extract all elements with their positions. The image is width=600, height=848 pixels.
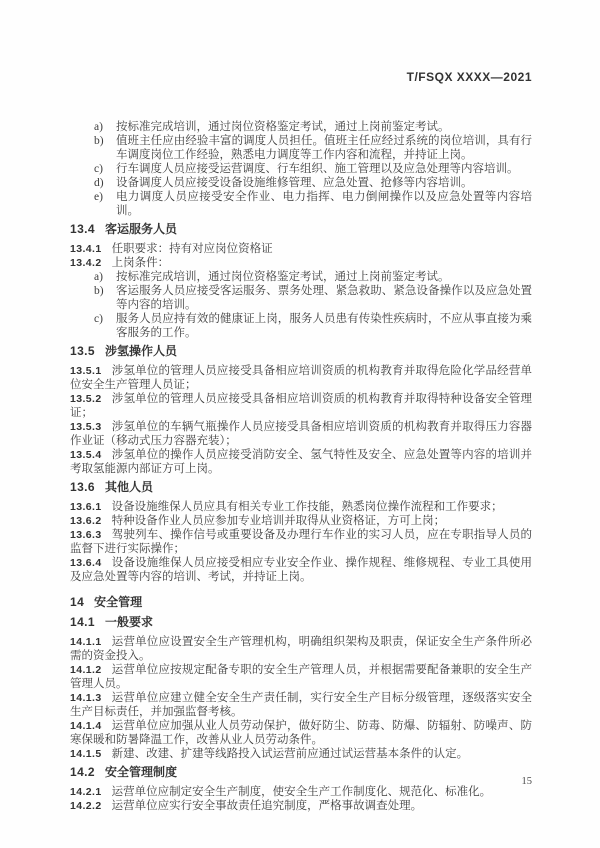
clause-number: 14.2.1 (70, 786, 102, 798)
clause-text: 任职要求：持有对应岗位资格证 (111, 243, 273, 255)
clause-number: 13.6.1 (70, 501, 102, 513)
clause-number: 14.2.2 (70, 800, 102, 812)
clause-text: 涉氢单位的管理人员应接受具备相应培训资质的机构教育并取得特种设备安全管理证； (70, 393, 532, 419)
clause-text: 运营单位应加强从业人员劳动保护，做好防尘、防毒、防爆、防辐射、防噪声、防寒保暖和防暑降温工作，改善从业人员劳动条件。 (70, 720, 532, 746)
clause-text: 运营单位应建立健全安全生产责任制，实行安全生产目标分级管理，逐级落实安全生产目标责任，并加强监督考核。 (70, 692, 532, 718)
clause-text: 运营单位应实行安全事故责任追究制度，严格事故调查处理。 (111, 800, 423, 812)
clause-14-1-4 (70, 719, 532, 747)
list-item (70, 190, 532, 218)
list-item-text: 客运服务人员应接受客运服务、票务处理、紧急救助、紧急设备操作以及应急处置等内容的培训。 (116, 285, 532, 311)
list-item-text: 行车调度人员应接受运营调度、行车组织、施工管理以及应急处理等内容培训。 (116, 163, 519, 175)
chapter-heading-14 (70, 595, 532, 609)
clause-number: 13.5.3 (70, 421, 102, 433)
clause-number: 13.5.4 (70, 449, 102, 461)
section-heading-13-6 (70, 480, 532, 494)
clause-14-2-1 (70, 785, 532, 799)
clause-number: 13.5.1 (70, 365, 102, 377)
clause-13-5-3 (70, 420, 532, 448)
list-item-text: 设备调度人员应接受设备设施维修管理、应急处置、抢修等内容培训。 (116, 177, 473, 189)
section-title: 涉氢操作人员 (104, 344, 177, 358)
clause-text: 涉氢单位的管理人员应接受具备相应培训资质的机构教育并取得危险化学品经营单位安全生产管理人员证； (70, 365, 532, 391)
section-number: 14.2 (70, 765, 95, 779)
clause-14-1-3 (70, 691, 532, 719)
list-item-letter: b) (94, 135, 104, 147)
section-heading-13-5 (70, 344, 532, 358)
clause-text: 运营单位应制定安全生产制度，使安全生产工作制度化、规范化、标准化。 (111, 786, 492, 798)
clause-13-5-1 (70, 364, 532, 392)
section-heading-14-1 (70, 615, 532, 629)
clause-13-6-2 (70, 514, 532, 528)
section-number: 13.5 (70, 344, 95, 358)
list-item-letter: e) (94, 191, 103, 203)
list-item (70, 312, 532, 340)
section-title: 一般要求 (104, 615, 153, 629)
clause-number: 14.1.1 (70, 636, 102, 648)
clause-13-4-2 (70, 256, 532, 270)
section-title: 客运服务人员 (104, 222, 177, 236)
clause-number: 14.1.4 (70, 720, 102, 732)
list-item-letter: a) (94, 121, 103, 133)
list-item (70, 284, 532, 312)
clause-text: 涉氢单位的车辆气瓶操作人员应接受具备相应培训资质的机构教育并取得压力容器作业证（移动式压力容器充装）； (70, 421, 532, 447)
list-item (70, 162, 532, 176)
list-item (70, 134, 532, 162)
section-title: 其他人员 (104, 480, 153, 494)
clause-text: 设备设施维保人员应接受相应专业安全作业、操作规程、维修规程、专业工具使用及应急处置等内容的培训、考试，并持证上岗。 (70, 557, 532, 583)
list-item-letter: c) (94, 313, 103, 325)
clause-text: 新建、改建、扩建等线路投入试运营前应通过试运营基本条件的认定。 (111, 748, 469, 760)
clause-number: 13.4.1 (70, 243, 102, 255)
clause-text: 运营单位应按规定配备专职的安全生产管理人员，并根据需要配备兼职的安全生产管理人员。 (70, 664, 532, 690)
clause-13-6-4 (70, 556, 532, 584)
list-item-text: 服务人员应持有效的健康证上岗，服务人员患有传染性疾病时，不应从事直接为乘客服务的工作。 (116, 313, 532, 339)
clause-14-1-1 (70, 635, 532, 663)
clause-number: 13.5.2 (70, 393, 102, 405)
section-number: 14.1 (70, 615, 95, 629)
clause-13-6-3 (70, 528, 532, 556)
list-item-text: 值班主任应由经验丰富的调度人员担任。值班主任应经过系统的岗位培训，具有行车调度岗位工作经验，熟悉电力调度等工作内容和流程，并持证上岗。 (116, 135, 532, 161)
chapter-number: 14 (70, 595, 85, 609)
clause-text: 特种设备作业人员应参加专业培训并取得从业资格证，方可上岗； (111, 515, 446, 527)
section-heading-13-4 (70, 222, 532, 236)
list-item (70, 176, 532, 190)
clause-13-4-1 (70, 242, 532, 256)
clause-number: 14.1.2 (70, 664, 102, 676)
clause-number: 13.6.2 (70, 515, 102, 527)
clause-text: 涉氢单位的操作人员应接受消防安全、氢气特性及安全、应急处置等内容的培训并考取氢能源内部证方可上岗。 (70, 449, 532, 475)
dispatcher-training-list (70, 120, 532, 218)
clause-text: 运营单位应设置安全生产管理机构，明确组织架构及职责，保证安全生产条件所必需的资金投入。 (70, 636, 532, 662)
clause-13-6-1 (70, 500, 532, 514)
list-item (70, 270, 532, 284)
chapter-title: 安全管理 (94, 595, 143, 609)
passenger-service-list (70, 270, 532, 340)
list-item-text: 按标准完成培训，通过岗位资格鉴定考试，通过上岗前鉴定考试。 (116, 121, 450, 133)
list-item-text: 按标准完成培训，通过岗位资格鉴定考试，通过上岗前鉴定考试。 (116, 271, 450, 283)
section-title: 安全管理制度 (104, 765, 177, 779)
list-item-letter: b) (94, 285, 104, 297)
page-body (70, 120, 532, 813)
list-item-letter: d) (94, 177, 104, 189)
clause-text: 上岗条件： (111, 257, 170, 269)
clause-text: 设备设施维保人员应具有相关专业工作技能，熟悉岗位操作流程和工作要求； (111, 501, 503, 513)
list-item (70, 120, 532, 134)
clause-text: 驾驶列车、操作信号或重要设备及办理行车作业的实习人员，应在专职指导人员的监督下进行实际操作； (70, 529, 532, 555)
section-number: 13.6 (70, 480, 95, 494)
clause-number: 14.1.5 (70, 748, 102, 760)
clause-14-2-2 (70, 799, 532, 813)
section-heading-14-2 (70, 765, 532, 779)
clause-14-1-5 (70, 747, 532, 761)
clause-number: 14.1.3 (70, 692, 102, 704)
page-number: 15 (521, 776, 532, 787)
clause-number: 13.4.2 (70, 257, 102, 269)
clause-number: 13.6.3 (70, 529, 102, 541)
list-item-letter: c) (94, 163, 103, 175)
list-item-text: 电力调度人员应接受安全作业、电力指挥、电力倒闸操作以及应急处置等内容培训。 (116, 191, 532, 217)
clause-13-5-4 (70, 448, 532, 476)
clause-13-5-2 (70, 392, 532, 420)
clause-number: 13.6.4 (70, 557, 102, 569)
doc-code-header: T/FSQX XXXX—2021 (406, 70, 532, 84)
clause-14-1-2 (70, 663, 532, 691)
section-number: 13.4 (70, 222, 95, 236)
list-item-letter: a) (94, 271, 103, 283)
